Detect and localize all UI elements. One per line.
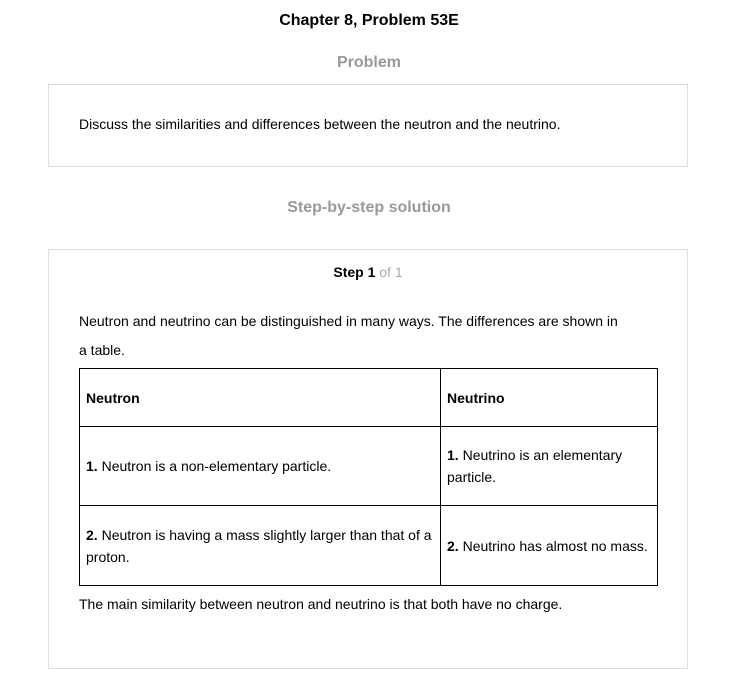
problem-heading: Problem (336, 54, 401, 71)
table-cell-neutron (80, 506, 441, 586)
problem-text: Discuss the similarities and differences between the neutron and the neutrino. (79, 116, 561, 132)
page-title: Chapter 8, Problem 53E (279, 12, 459, 29)
table-row (80, 506, 658, 586)
table-cell-neutrino (441, 506, 658, 586)
comparison-table (79, 368, 658, 586)
intro-text (79, 307, 639, 365)
table-header-row (80, 369, 658, 427)
step-label (49, 263, 687, 281)
table-row (80, 427, 658, 506)
table-cell-neutron (80, 427, 441, 506)
solution-card (48, 249, 688, 669)
intro-line-1: Neutron and neutrino can be distinguished in many ways. The differences are shown in (79, 313, 618, 329)
item-number: 2. (86, 526, 98, 543)
step-number: Step 1 (333, 264, 376, 280)
intro-line-2: a table. (79, 342, 125, 358)
solution-heading: Step-by-step solution (287, 199, 451, 216)
table-cell-neutrino (441, 427, 658, 506)
item-number: 1. (86, 458, 98, 474)
table-header-neutrino: Neutrino (441, 369, 658, 427)
item-number: 2. (447, 537, 459, 554)
table-header-neutron: Neutron (80, 369, 441, 427)
cell-text: Neutron is having a mass slightly larger than that of a proton. (86, 526, 432, 565)
item-number: 1. (447, 447, 459, 463)
cell-text: Neutrino has almost no mass. (458, 537, 648, 554)
step-total: of 1 (375, 264, 403, 280)
conclusion-text: The main similarity between neutron and neutrino is that both have no charge. (79, 596, 563, 612)
problem-card (48, 84, 688, 167)
cell-text: Neutron is a non-elementary particle. (97, 458, 332, 474)
cell-text: Neutrino is an elementary particle. (447, 447, 623, 485)
